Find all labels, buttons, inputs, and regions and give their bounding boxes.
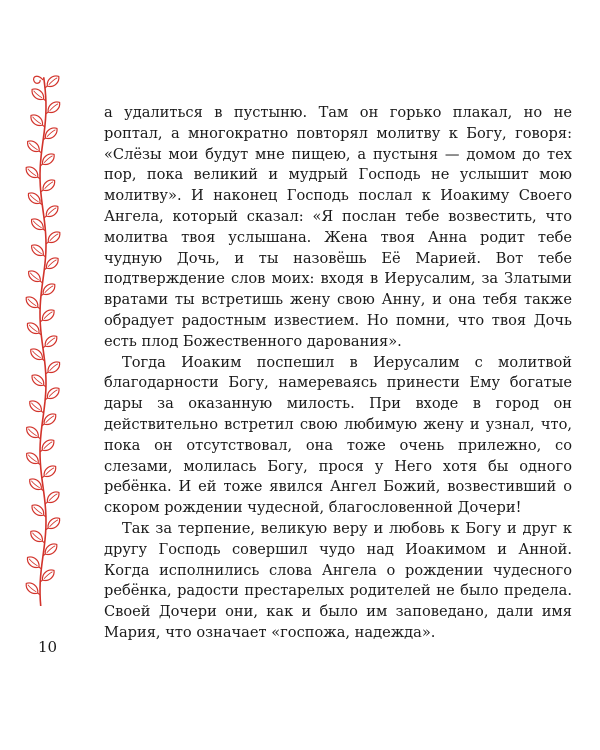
paragraph-2: Тогда Иоаким поспешил в Иерусалим с молитвой благодарности Богу, намереваясь принести Ему богатые дары за оказанную милость. При входе в город он действительно встретил свою любимую жену и узнал, что, пока он отсутствовал, она тоже очень прилежно, со слезами, молилась Богу, прося у Него хотя бы одного ребёнка. И ей тоже явился Ангел Божий, возвестивший о скором рождении чудесной, благословенной Дочери! (104, 353, 572, 517)
paragraph-3: Так за терпение, великую веру и любовь к Богу и друг к другу Господь совершил чудо над Иоакимом и Анной. Когда исполнились слова Ангела о рождении чудесного ребёнка, радости престарелых родителей не было предела. Своей Дочери они, как и было им заповедано, дали имя Мария, что означает «госпожа, надежда». (104, 519, 572, 641)
page-text (104, 103, 572, 644)
vine-curl (34, 76, 43, 83)
floral-vine-ornament (14, 72, 72, 612)
paragraph-1: а удалиться в пустыню. Там он горько плакал, но не роптал, а многократно повторял молитву к Богу, говоря: «Слёзы мои будут мне пищею, а пустыня — домом до тех пор, пока великий и мудрый Господь не услышит мою молитву». И наконец Господь послал к Иоакиму Своего Ангела, который сказал: «Я послан тебе возвестить, что молитва твоя услышана. Жена твоя Анна родит тебе чудную Дочь, и ты назовёшь Её Марией. Вот тебе подтверждение слов моих: входя в Иерусалим, за Златыми вратами ты встретишь жену свою Анну, и она тебя также обрадует радостным известием. Но помни, что твоя Дочь есть плод Божественного дарования». (104, 104, 572, 350)
vine-leaves (24, 73, 63, 598)
page-number: 10 (38, 638, 58, 656)
